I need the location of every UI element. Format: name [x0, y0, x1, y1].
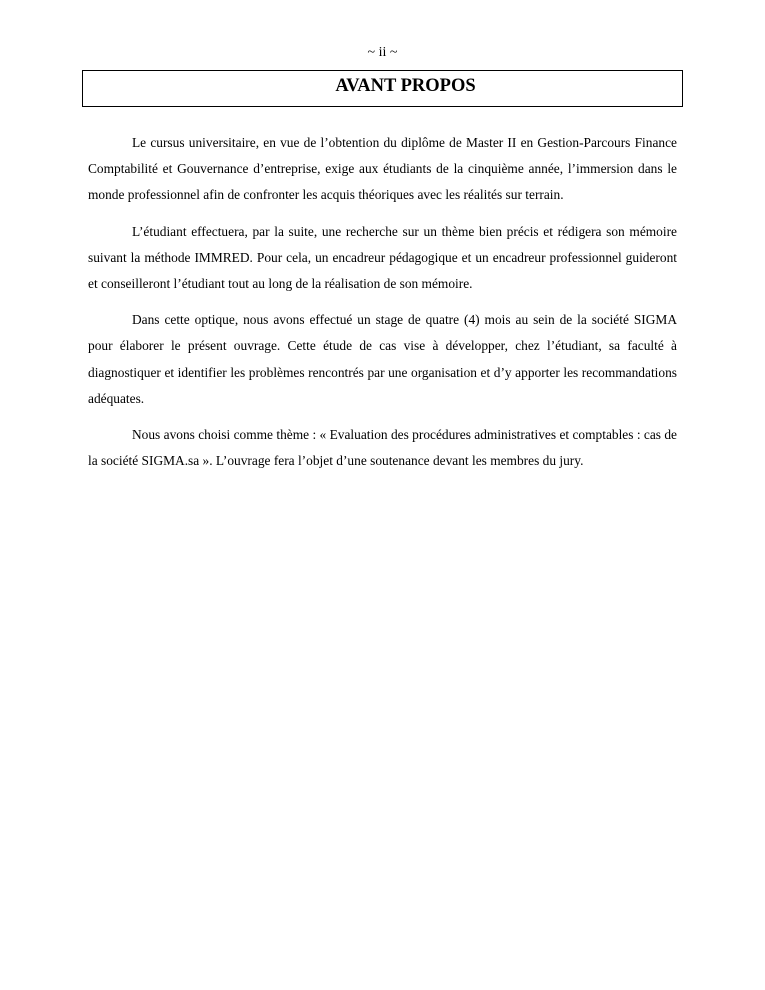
paragraph-theme: Nous avons choisi comme thème : « Evaluation des procédures administratives et comptables : cas de la société SIGMA.sa ». L’ouvrage fera l’objet d’une soutenance devant les membres du jury. — [88, 427, 677, 469]
body-text — [88, 130, 677, 484]
section-title: AVANT PROPOS — [335, 76, 476, 96]
paragraph-internship: Dans cette optique, nous avons effectué un stage de quatre (4) mois au sein de la société SIGMA pour élaborer le présent ouvrage. Cette étude de cas vise à développer, chez l’étudiant, sa faculté à diagnostiquer et identifier les problèmes rencontrés par une organisation et d’y apporter les recommandations adéquates. — [88, 312, 677, 406]
title-box — [82, 70, 683, 107]
paragraph-intro: Le cursus universitaire, en vue de l’obtention du diplôme de Master II en Gestion-Parcours Finance Comptabilité et Gouvernance d’entreprise, exige aux étudiants de la cinquième année, l’immersion dans le monde professionnel afin de confronter les acquis théoriques avec les réalités sur terrain. — [88, 135, 677, 203]
page-number: ~ ii ~ — [367, 45, 398, 60]
paragraph-method: L’étudiant effectuera, par la suite, une recherche sur un thème bien précis et rédigera son mémoire suivant la méthode IMMRED. Pour cela, un encadreur pédagogique et un encadreur professionnel guideront et conseilleront l’étudiant tout au long de la réalisation de son mémoire. — [88, 223, 677, 292]
